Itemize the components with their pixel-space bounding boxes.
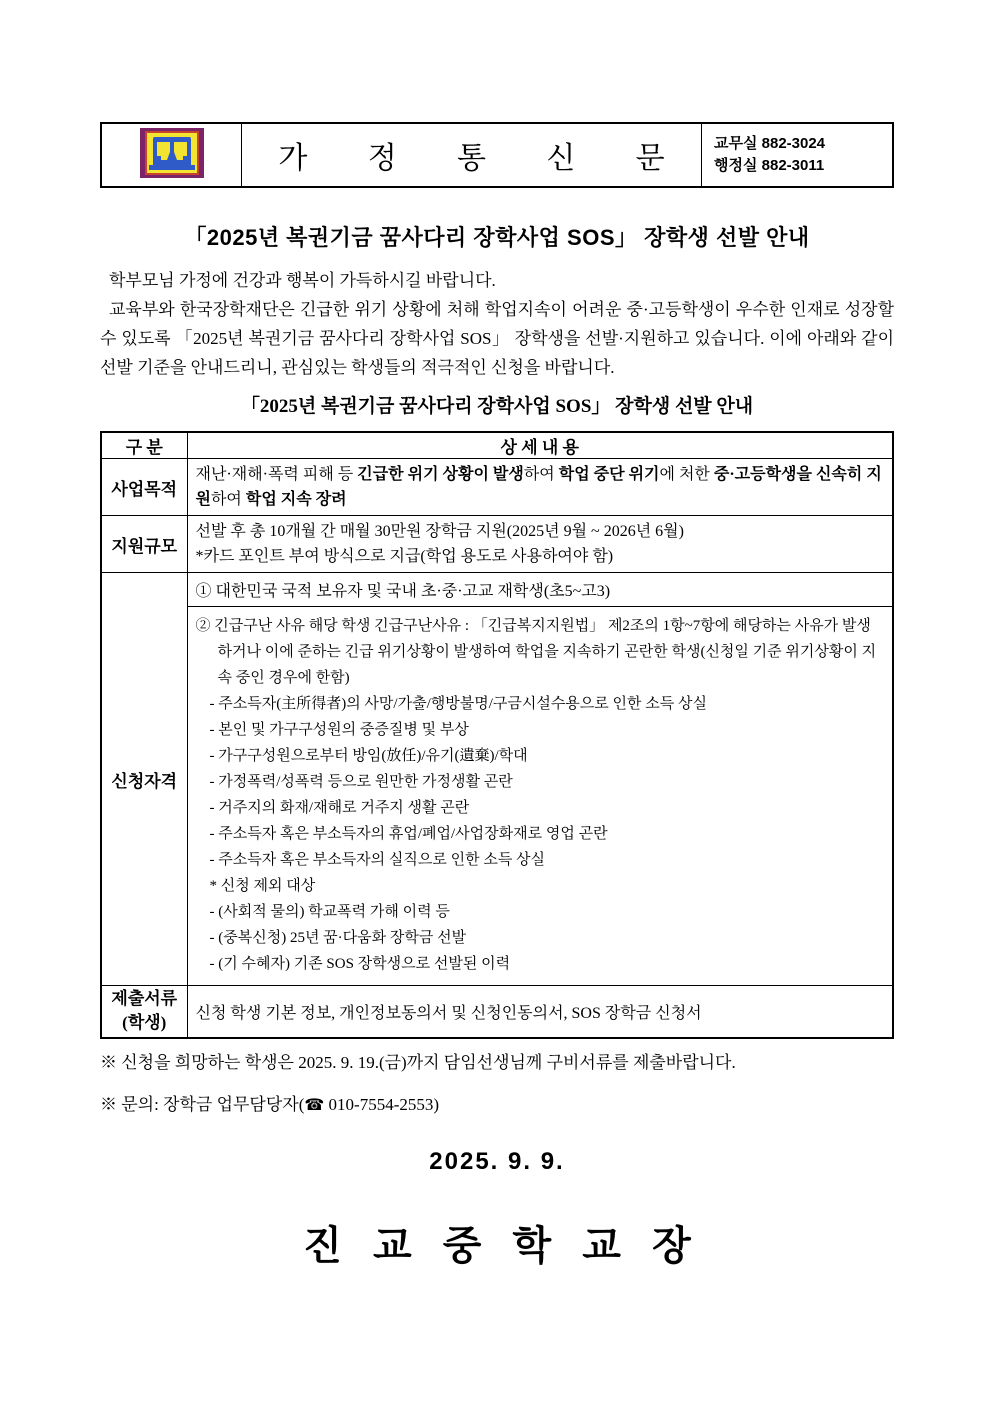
eligibility-paragraph: ② 긴급구난 사유 해당 학생 긴급구난사유 : 「긴급복지지원법」 제2조의 1항~7항에 해당하는 사유가 발생하거나 이에 준하는 긴급 위기상황이 발생하여 학업을 지속하기 곤란한 학생(신청일 기준 위기상황이 지속 중인 경우에 한함): [195, 618, 877, 686]
scholarship-info-table: [100, 431, 894, 1039]
table-row-purpose: [101, 459, 893, 516]
purpose-text-bold: 중·고등학생을 신속히 지원: [195, 466, 882, 508]
table-row-eligibility-1: [101, 573, 893, 607]
page-title: 「2025년 복권기금 꿈사다리 장학사업 SOS」 장학생 선발 안내: [184, 225, 810, 250]
eligibility-bullet: - 주소득자 혹은 부소득자의 실직으로 인한 소득 상실: [209, 852, 546, 868]
column-header-details: 상 세 내 용: [187, 432, 893, 459]
documents-label-line-2: (학생): [122, 1013, 167, 1033]
table-title: 「2025년 복권기금 꿈사다리 장학사업 SOS」 장학생 선발 안내: [240, 396, 754, 417]
contact-line-1: 교무실 882-3024: [714, 135, 826, 152]
intro-paragraphs: [100, 266, 894, 382]
documents-label-line-1: 제출서류: [111, 989, 178, 1009]
eligibility-bullet: - 가정폭력/성폭력 등으로 원만한 가정생활 곤란: [209, 774, 513, 790]
eligibility-bullet: - (기 수혜자) 기존 SOS 장학생으로 선발된 이력: [209, 956, 511, 972]
eligibility-bullet: - (중복신청) 25년 꿈·다움화 장학금 선발: [209, 930, 467, 946]
row-label-purpose: 사업목적: [101, 459, 187, 516]
row-label-eligibility: 신청자격: [101, 573, 187, 986]
footnote-deadline: ※ 신청을 희망하는 학생은 2025. 9. 19.(금)까지 담임선생님께 구비서류를 제출바랍니다.: [100, 1052, 736, 1072]
purpose-text-bold: 학업 지속 장려: [245, 491, 347, 508]
row-label-documents: [101, 986, 187, 1038]
contact-info: [702, 124, 892, 186]
intro-greeting: 학부모님 가정에 건강과 행복이 가득하시길 바랍니다.: [109, 271, 496, 290]
table-row-documents: [101, 986, 893, 1038]
scale-line-1: 선발 후 총 10개월 간 매월 30만원 장학금 지원(2025년 9월 ~ 2026년 6월): [195, 523, 684, 540]
row-label-scale: 지원규모: [101, 516, 187, 573]
phone-icon: ☎: [304, 1094, 325, 1114]
eligibility-item-1: ① 대한민국 국적 보유자 및 국내 초·중·고교 재학생(초5~고3): [187, 573, 893, 607]
eligibility-bullet: - 거주지의 화재/재해로 거주지 생활 곤란: [209, 800, 470, 816]
table-header-row: [101, 432, 893, 459]
scale-detail: [187, 516, 893, 573]
document-type-title: 가 정 통 신 문: [242, 124, 702, 186]
footnotes: [100, 1050, 894, 1118]
table-row-eligibility-2: [101, 607, 893, 986]
eligibility-bullet: - 본인 및 가구구성원의 중증질병 및 부상: [209, 722, 469, 738]
notice-document: [100, 122, 894, 1271]
table-row-scale: [101, 516, 893, 573]
principal-signature: 진 교 중 학 교 장: [303, 1223, 701, 1268]
document-header: [100, 122, 894, 188]
purpose-text: 하여: [210, 491, 246, 508]
purpose-text-bold: 긴급한 위기 상황이 발생: [357, 466, 524, 483]
eligibility-bullet: - 주소득자 혹은 부소득자의 휴업/폐업/사업장화재로 영업 곤란: [209, 826, 608, 842]
scale-line-2: *카드 포인트 부여 방식으로 지급(학업 용도로 사용하여야 함): [195, 548, 614, 565]
eligibility-bullet: - 가구구성원으로부터 방임(放任)/유기(遺棄)/학대: [209, 748, 528, 764]
column-header-category: 구 분: [101, 432, 187, 459]
eligibility-bullet: - 주소득자(主所得者)의 사망/가출/행방불명/구금시설수용으로 인한 소득 상실: [209, 696, 707, 712]
documents-detail: 신청 학생 기본 정보, 개인정보동의서 및 신청인동의서, SOS 장학금 신청서: [187, 986, 893, 1038]
footnote-contact-text: ※ 문의: 장학금 업무담당자(: [100, 1094, 305, 1114]
purpose-text: 하여: [523, 466, 559, 483]
eligibility-item-2: [187, 607, 893, 986]
school-logo-cell: [102, 124, 242, 186]
footnote-contact-number: 010-7554-2553): [324, 1094, 440, 1114]
purpose-text-bold: 학업 중단 위기: [558, 466, 660, 483]
school-emblem-icon: [140, 128, 204, 183]
purpose-detail: [187, 459, 893, 516]
contact-line-2: 행정실 882-3011: [714, 157, 825, 174]
intro-body: 교육부와 한국장학재단은 긴급한 위기 상황에 처해 학업지속이 어려운 중·고등학생이 우수한 인재로 성장할 수 있도록 「2025년 복권기금 꿈사다리 장학사업 SOS」 장학생을 선발·지원하고 있습니다. 이에 아래와 같이 선발 기준을 안내드리니, 관심있는 학생들의 적극적인 신청을 바랍니다.: [100, 300, 894, 377]
eligibility-exclusion-header: * 신청 제외 대상: [209, 878, 316, 894]
purpose-text: 에 처한: [659, 466, 714, 483]
eligibility-bullet: - (사회적 물의) 학교폭력 가해 이력 등: [209, 904, 450, 920]
document-date: 2025. 9. 9.: [429, 1147, 565, 1175]
purpose-text: 재난·재해·폭력 피해 등: [195, 466, 358, 483]
footnote-contact: [100, 1092, 894, 1118]
